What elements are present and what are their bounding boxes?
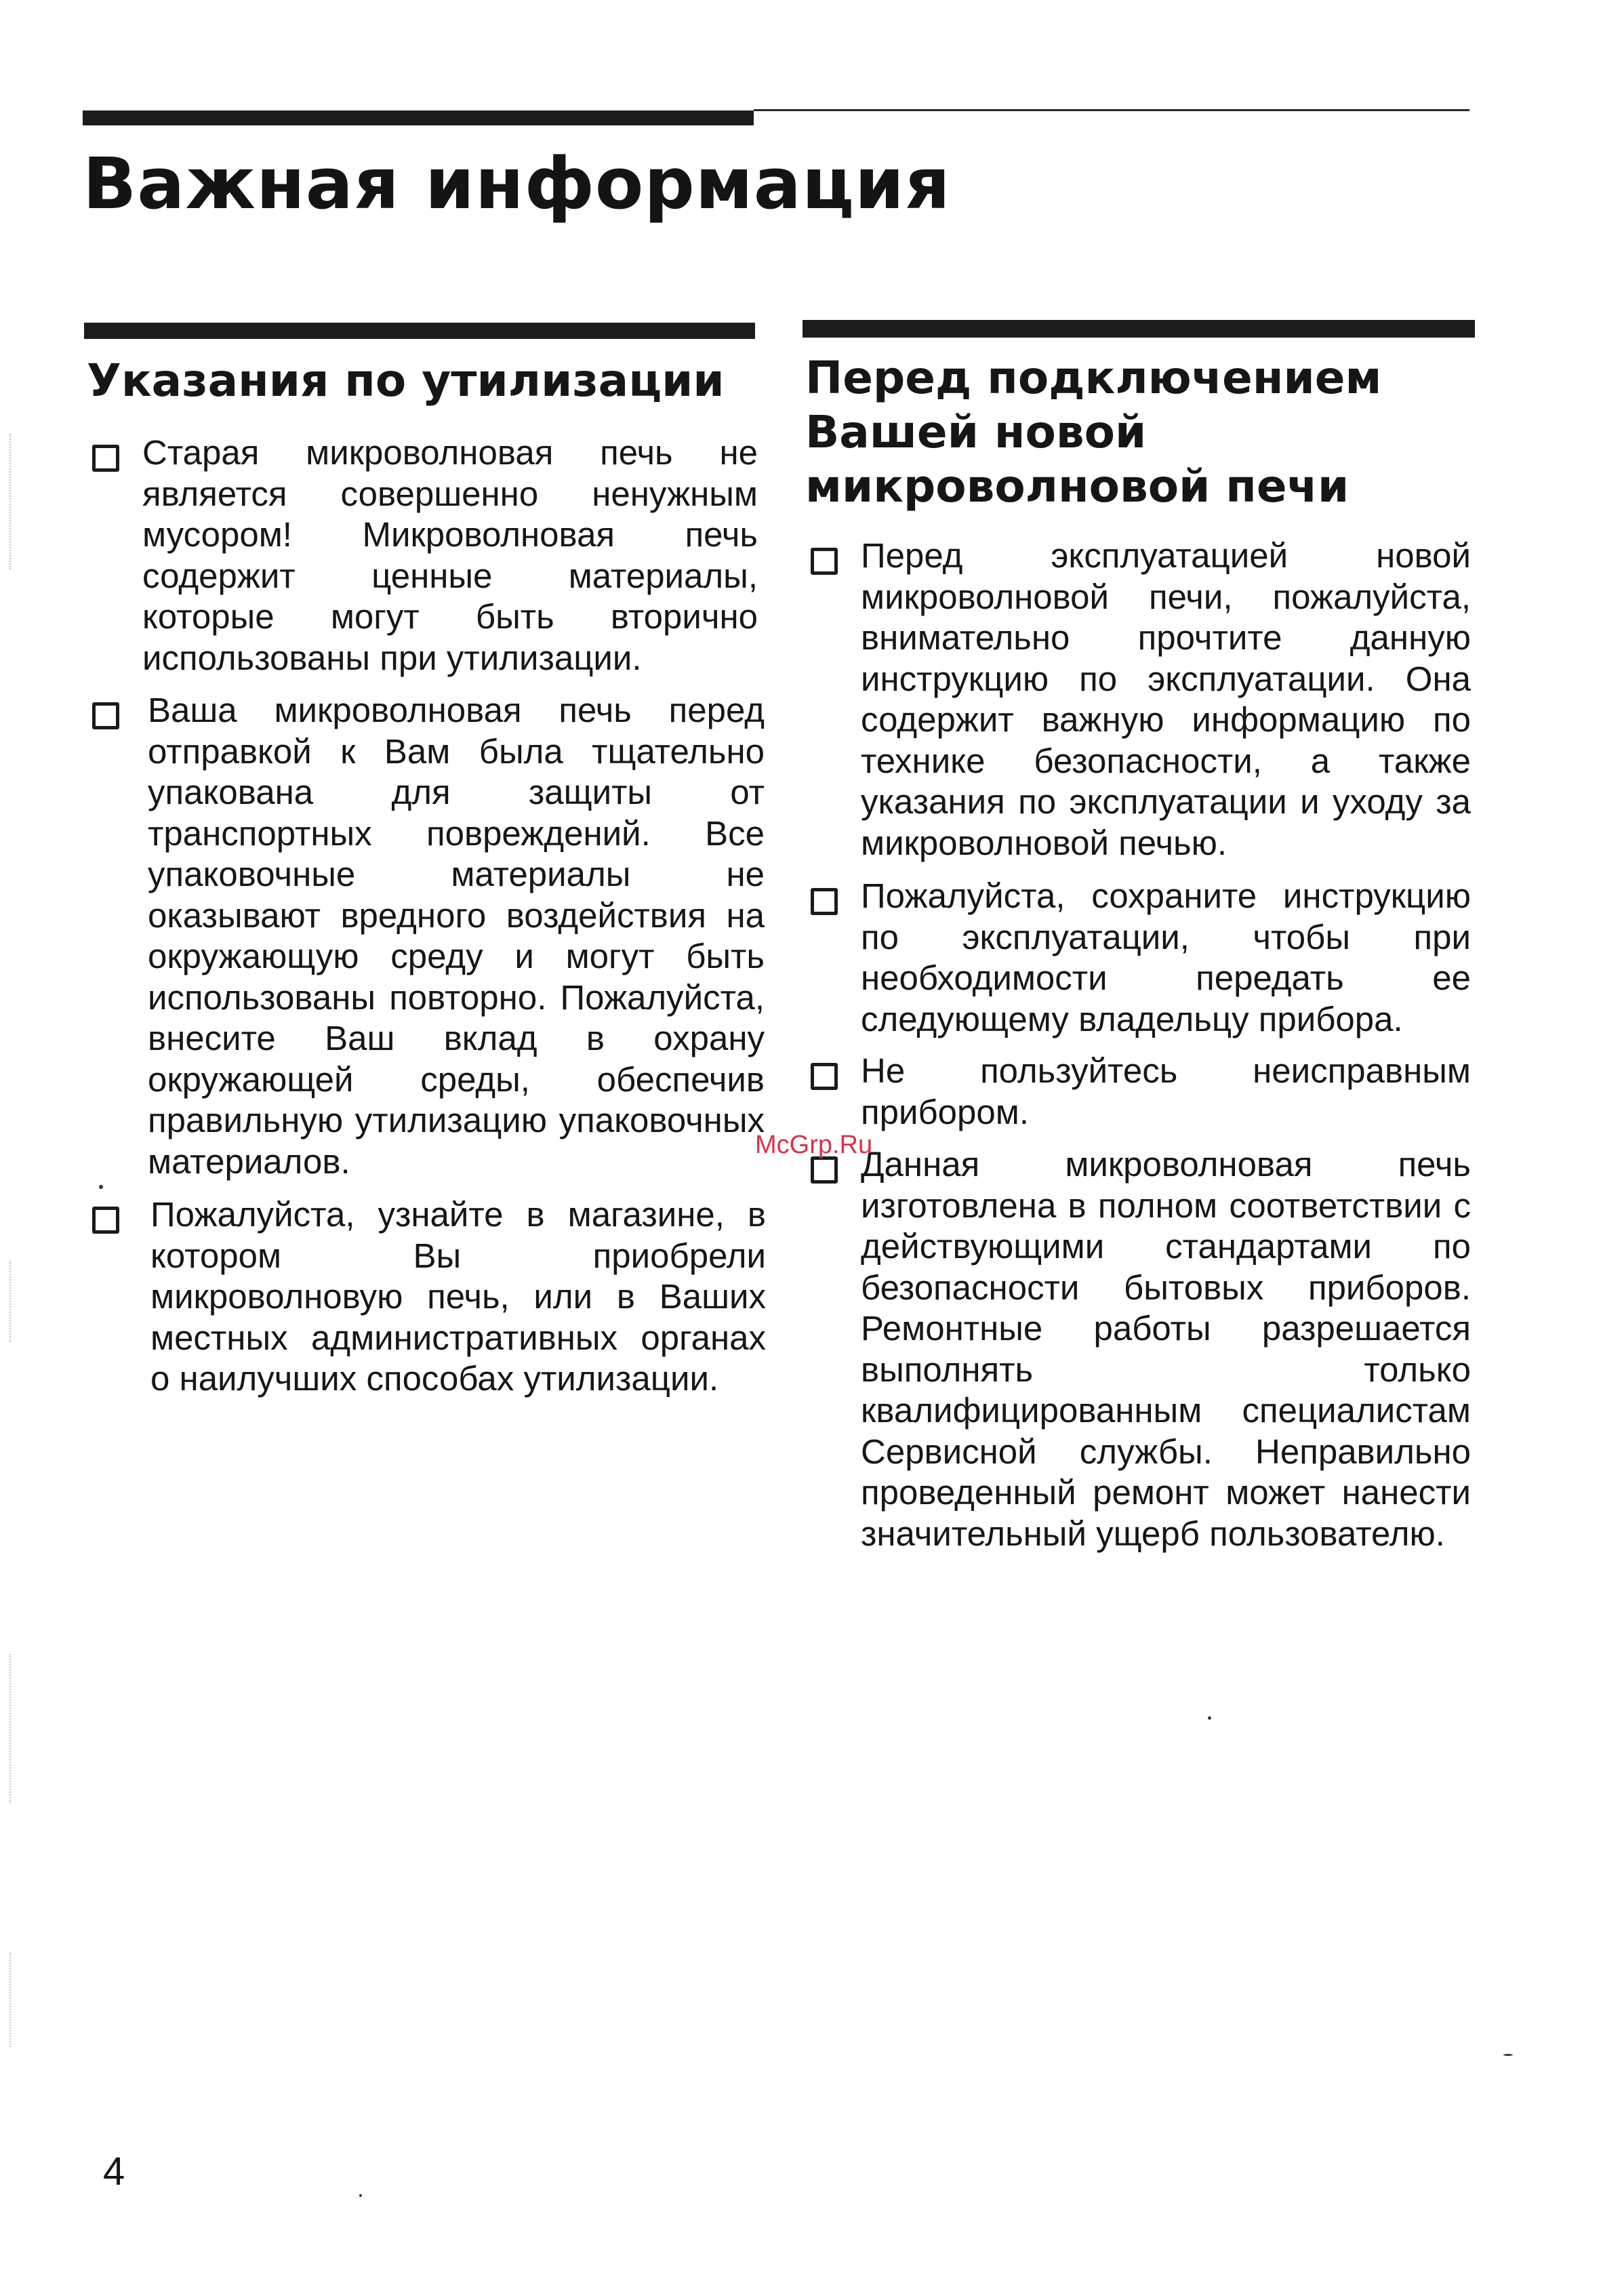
checkbox-bullet-icon bbox=[811, 888, 838, 915]
left-section-heading: Указания по утилизации bbox=[87, 355, 725, 407]
list-item-text: Не пользуйтесь неисправным прибором. bbox=[861, 1051, 1471, 1131]
scan-edge-marks bbox=[9, 434, 13, 569]
list-item-text: Данная микроволновая печь изготовлена в полном соответствии с действующими стандартами по безопасности бытовых приборов. Ремонтные работы разрешается выполнять только квалифицированным специалистам Сервисной службы. Неправильно проведенный ремонт может нанести значительный ущерб пользователю. bbox=[861, 1145, 1471, 1553]
right-section-heading-line-2: Вашей новой bbox=[805, 406, 1147, 458]
scan-speck bbox=[1503, 2054, 1513, 2056]
scan-edge-marks bbox=[9, 1261, 13, 1342]
list-item-text: Пожалуйста, сохраните инструкцию по эксплуатации, чтобы при необходимости передать ее следующему владельцу прибора. bbox=[861, 876, 1471, 1038]
page-number: 4 bbox=[103, 2149, 125, 2194]
right-section-rule bbox=[803, 320, 1475, 338]
title-rule bbox=[83, 110, 754, 125]
checkbox-bullet-icon bbox=[92, 702, 119, 729]
checkbox-bullet-icon bbox=[811, 1063, 838, 1090]
checkbox-bullet-icon bbox=[811, 548, 838, 575]
checkbox-bullet-icon bbox=[92, 1207, 119, 1234]
list-item-text: Старая микроволновая печь не является совершенно ненужным мусором! Микроволновая печь содержит ценные материалы, которые могут быть вторично использованы при утилизации. bbox=[142, 433, 758, 677]
page-title: Важная информация bbox=[83, 142, 951, 225]
watermark: McGrp.Ru bbox=[755, 1131, 873, 1159]
list-item-text: Ваша микроволновая печь перед отправкой к Вам была тщательно упакована для защиты от транспортных повреждений. Все упаковочные материалы не оказывают вредного воздействия на окружающую среду и могут быть использованы повторно. Пожалуйста, внесите Ваш вклад в охрану окружающей среды, обеспечив правильную утилизацию упаковочных материалов. bbox=[148, 691, 765, 1181]
scan-speck bbox=[99, 1185, 103, 1189]
scan-edge-marks bbox=[9, 1654, 13, 1803]
title-rule-extension bbox=[754, 109, 1469, 111]
right-section-heading-line-3: микроволновой печи bbox=[805, 460, 1349, 512]
list-item-text: Пожалуйста, узнайте в магазине, в котором Вы приобрели микроволновую печь, или в Ваших местных административных органах о наилучших способах утилизации. bbox=[150, 1195, 766, 1398]
checkbox-bullet-icon bbox=[92, 445, 119, 472]
right-section-heading-line-1: Перед подключением bbox=[805, 352, 1382, 404]
scan-speck bbox=[359, 2194, 362, 2197]
scan-speck bbox=[1208, 1716, 1211, 1720]
left-section-rule bbox=[84, 323, 755, 339]
scan-edge-marks bbox=[9, 1952, 13, 2047]
list-item-text: Перед эксплуатацией новой микроволновой печи, пожалуйста, внимательно прочтите данную инструкцию по эксплуатации. Она содержит важную информацию по технике безопасности, а также указания по эксплуатации и уходу за микроволновой печью. bbox=[861, 536, 1471, 862]
checkbox-bullet-icon bbox=[811, 1156, 838, 1184]
